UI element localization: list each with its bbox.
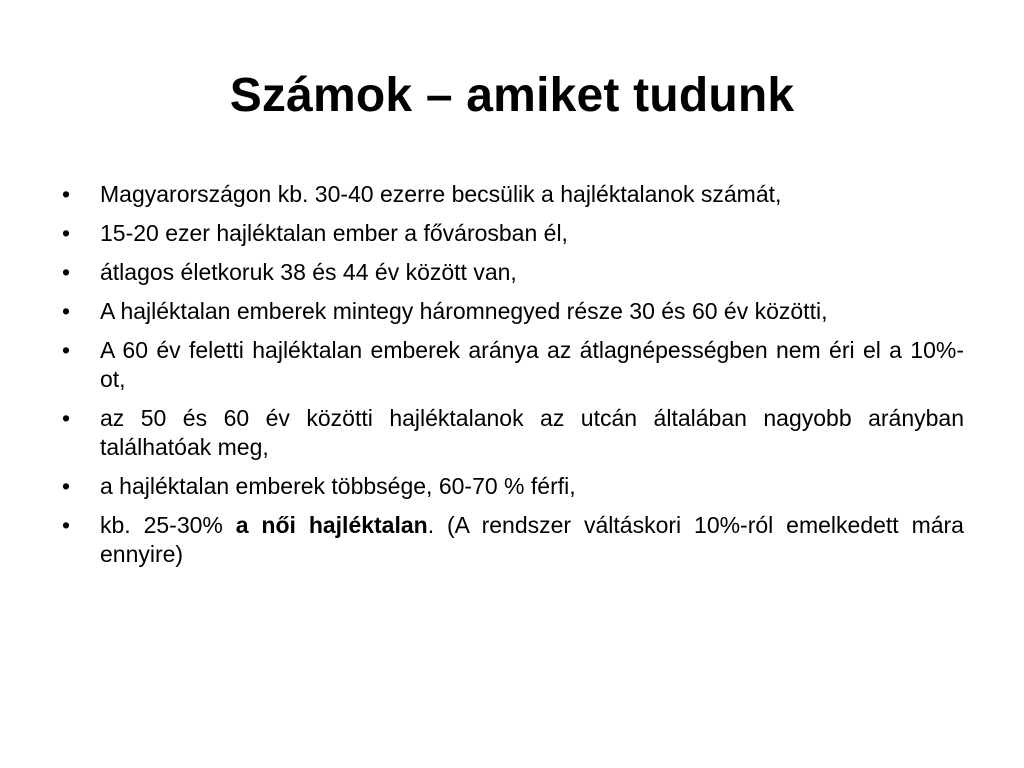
bullet-text: A hajléktalan emberek mintegy háromnegyed része 30 és 60 év közötti, bbox=[100, 298, 828, 324]
bullet-icon: • bbox=[62, 298, 71, 324]
bullet-icon: • bbox=[62, 337, 71, 363]
bullet-text: a hajléktalan emberek többsége, 60-70 % férfi, bbox=[100, 473, 576, 499]
bullet-item-2 bbox=[62, 219, 964, 248]
bullet-item-5 bbox=[62, 336, 964, 394]
bullet-text: A 60 év feletti hajléktalan emberek aránya az átlagnépességben nem éri el a 10%-ot, bbox=[100, 337, 964, 392]
bullet-item-4 bbox=[62, 297, 964, 326]
bullet-text-after: . (A rendszer váltáskori 10%-ról emelkedett mára ennyire) bbox=[100, 512, 964, 567]
bullet-item-3 bbox=[62, 258, 964, 287]
bullet-text-before: kb. 25-30% bbox=[100, 512, 236, 538]
bullet-item-7 bbox=[62, 472, 964, 501]
bullet-icon: • bbox=[62, 259, 71, 285]
slide-title: Számok – amiket tudunk bbox=[229, 69, 795, 122]
bullet-icon: • bbox=[62, 473, 71, 499]
bullet-icon: • bbox=[62, 220, 71, 246]
bullet-item-6 bbox=[62, 404, 964, 462]
bullet-icon: • bbox=[62, 512, 71, 538]
bullet-item-1 bbox=[62, 180, 964, 209]
bullet-text: átlagos életkoruk 38 és 44 év között van, bbox=[100, 259, 517, 285]
bullet-text: Magyarországon kb. 30-40 ezerre becsülik a hajléktalanok számát, bbox=[100, 181, 782, 207]
bullet-icon: • bbox=[62, 405, 71, 431]
bullet-list bbox=[62, 180, 964, 579]
bullet-text bbox=[100, 512, 964, 567]
bullet-icon: • bbox=[62, 181, 71, 207]
bullet-text: 15-20 ezer hajléktalan ember a fővárosban él, bbox=[100, 220, 568, 246]
bullet-text-bold: a női hajléktalan bbox=[235, 512, 428, 538]
bullet-item-8 bbox=[62, 511, 964, 569]
bullet-text: az 50 és 60 év közötti hajléktalanok az utcán általában nagyobb arányban találhatóak meg, bbox=[100, 405, 964, 460]
